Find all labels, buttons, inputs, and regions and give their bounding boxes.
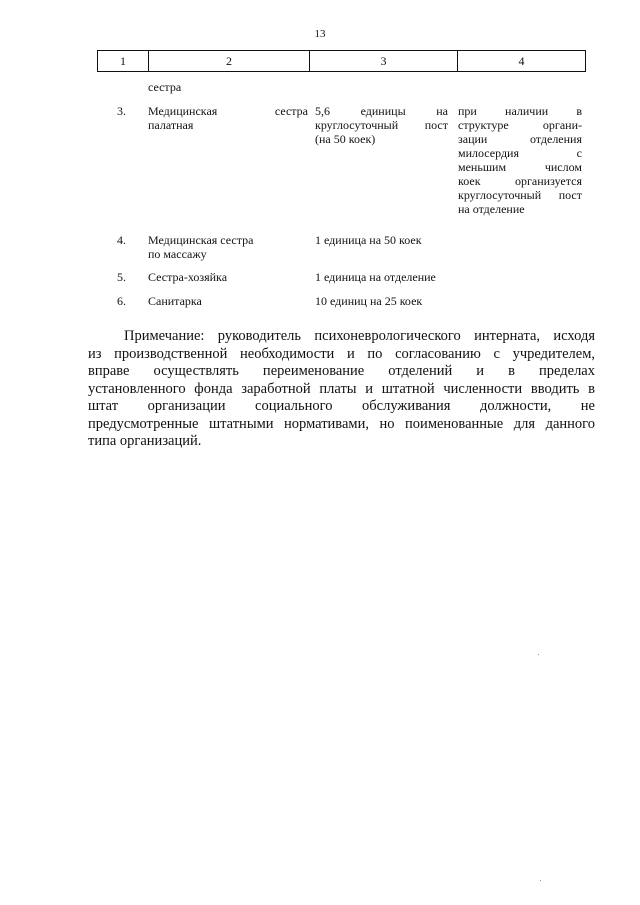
table-header-row (97, 50, 586, 72)
note-line: при наличии в (458, 104, 582, 118)
scan-speck (538, 654, 539, 655)
position-line: Медицинская сестра (148, 233, 254, 247)
note-line: структуре органи- (458, 118, 582, 132)
note-line: зации отделения (458, 132, 582, 146)
note-line: коек организуется (458, 174, 582, 188)
scan-speck (540, 880, 541, 881)
header-col-2: 2 (149, 51, 310, 72)
norm-cell: 1 единица на отделение (315, 270, 436, 284)
note-line: милосердия с (458, 146, 582, 160)
note-paragraph (88, 328, 595, 451)
header-col-3: 3 (310, 51, 458, 72)
position-cell (148, 104, 308, 132)
position-cell: Сестра-хозяйка (148, 270, 228, 284)
row-number: 6. (117, 294, 126, 308)
norm-cell (315, 104, 448, 146)
norm-line: (на 50 коек) (315, 132, 376, 146)
carry-over-text: сестра (148, 80, 182, 94)
position-line: по массажу (148, 247, 207, 261)
position-line: Медицинская сестра (148, 104, 308, 118)
norm-cell: 1 единица на 50 коек (315, 233, 422, 247)
note-paragraph-line: из производственной необходимости и по согласованию с учредителем, (88, 345, 595, 362)
note-paragraph-line: установленного фонда заработной платы и штатной численности вводить в (88, 380, 595, 397)
row-number: 4. (117, 233, 126, 247)
note-line: на отделение (458, 202, 525, 216)
header-col-4: 4 (458, 51, 586, 72)
position-line: палатная (148, 118, 194, 132)
note-paragraph-line: штат организации социального обслуживания должности, не (88, 398, 595, 414)
note-line: круглосуточный пост (458, 188, 582, 202)
header-col-1: 1 (98, 51, 149, 72)
norm-line: круглосуточный пост (315, 118, 448, 132)
page-number: 13 (314, 28, 326, 40)
note-paragraph-line: Примечание: руководитель психоневрологического интерната, исходя (124, 328, 595, 344)
position-cell (148, 233, 308, 261)
norm-cell: 10 единиц на 25 коек (315, 294, 423, 308)
row-number: 3. (117, 104, 126, 118)
position-cell: Санитарка (148, 294, 202, 308)
note-paragraph-line: предусмотренные штатными нормативами, но поименованные для данного (88, 415, 595, 432)
note-line: меньшим числом (458, 160, 582, 174)
note-paragraph-line: вправе осуществлять переименование отделений и в пределах (88, 363, 595, 379)
row-number: 5. (117, 270, 126, 284)
note-paragraph-line: типа организаций. (88, 433, 202, 449)
norm-line: 5,6 единицы на (315, 104, 448, 118)
note-cell (458, 104, 582, 216)
